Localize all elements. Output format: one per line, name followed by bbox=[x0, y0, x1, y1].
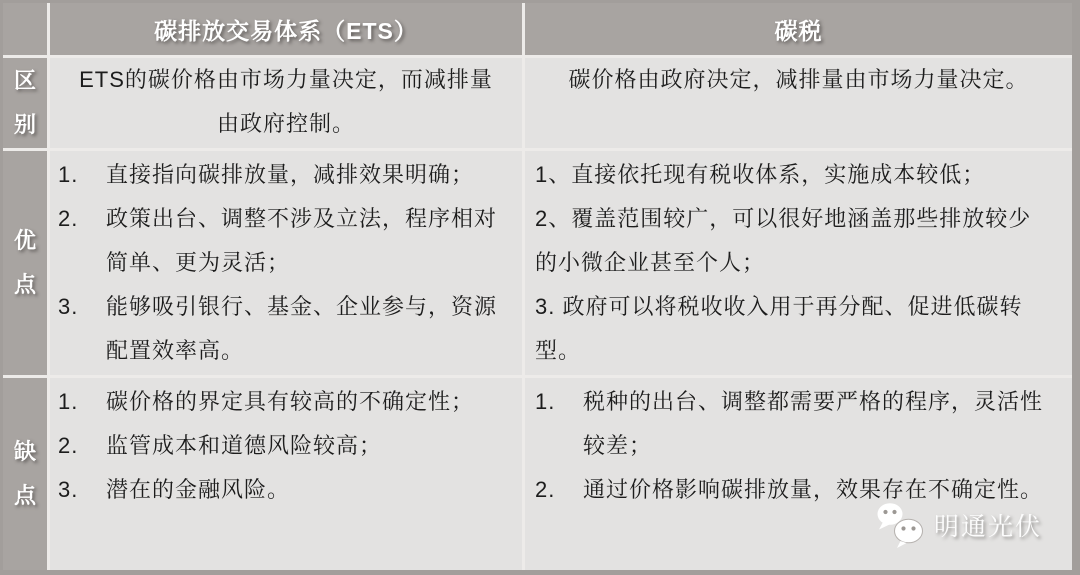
list-item-number: 1. bbox=[58, 389, 79, 414]
row-label-disadvantages bbox=[3, 378, 47, 570]
list-item-number: 1. bbox=[58, 162, 79, 187]
list-item-number: 2. bbox=[58, 433, 79, 458]
list-item bbox=[535, 380, 1044, 468]
list-item bbox=[58, 285, 498, 373]
cell-difference-ets: ETS的碳价格由市场力量决定，而减排量由政府控制。 bbox=[50, 58, 522, 148]
list-item bbox=[535, 468, 1044, 512]
cell-disadvantages-tax bbox=[525, 378, 1072, 570]
list-item-number: 3. bbox=[58, 294, 79, 319]
header-ets: 碳排放交易体系（ETS） bbox=[50, 3, 522, 55]
list-item-text: 税种的出台、调整都需要严格的程序，灵活性较差； bbox=[583, 389, 1044, 458]
corner-cell bbox=[3, 3, 47, 55]
list-item-number: 2. bbox=[58, 206, 79, 231]
cell-advantages-tax bbox=[525, 151, 1072, 375]
cell-disadvantages-ets bbox=[50, 378, 522, 570]
list-item-text: 通过价格影响碳排放量，效果存在不确定性。 bbox=[583, 477, 1044, 502]
paragraph: 2、覆盖范围较广，可以很好地涵盖那些排放较少的小微企业甚至个人； bbox=[535, 206, 1032, 275]
list-item-text: 直接指向碳排放量，减排效果明确； bbox=[106, 162, 475, 187]
watermark-text: 明通光伏 bbox=[934, 513, 1043, 541]
list-item bbox=[58, 153, 498, 197]
list-item-text: 能够吸引银行、基金、企业参与，资源配置效率高。 bbox=[106, 294, 498, 363]
list-item-number: 3. bbox=[58, 477, 79, 502]
list-item-text: 碳价格的界定具有较高的不确定性； bbox=[106, 389, 475, 414]
row-label-text: 优点 bbox=[13, 228, 36, 297]
list-item-number: 2. bbox=[535, 477, 556, 502]
list-item-number: 1. bbox=[535, 389, 556, 414]
paragraph: 3. 政府可以将税收收入用于再分配、促进低碳转型。 bbox=[535, 294, 1023, 363]
list-item-text: 监管成本和道德风险较高； bbox=[106, 433, 383, 458]
cell-difference-tax: 碳价格由政府决定，减排量由市场力量决定。 bbox=[525, 58, 1072, 148]
row-label-text: 区别 bbox=[13, 68, 36, 137]
list-item bbox=[58, 468, 498, 512]
list-item bbox=[58, 424, 498, 468]
paragraph: 1、直接依托现有税收体系，实施成本较低； bbox=[535, 162, 986, 187]
row-label-difference bbox=[3, 58, 47, 148]
row-label-text: 缺点 bbox=[13, 439, 36, 508]
list-item-text: 政策出台、调整不涉及立法，程序相对简单、更为灵活； bbox=[106, 206, 498, 275]
list-item-text: 潜在的金融风险。 bbox=[106, 477, 291, 502]
cell-advantages-ets bbox=[50, 151, 522, 375]
list-item bbox=[58, 197, 498, 285]
row-label-advantages bbox=[3, 151, 47, 375]
list-item bbox=[58, 380, 498, 424]
header-carbon-tax: 碳税 bbox=[525, 3, 1072, 55]
